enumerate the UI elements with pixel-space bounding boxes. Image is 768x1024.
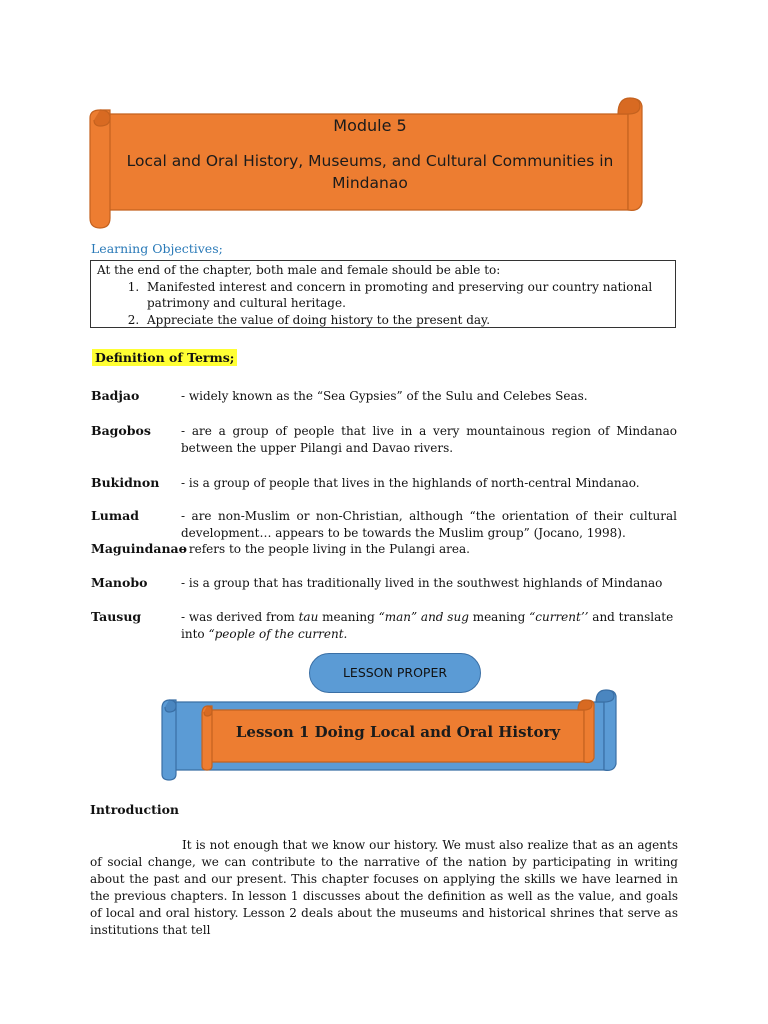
definition-of-terms-heading: Definition of Terms; — [92, 349, 237, 366]
term-badjao: Badjao — [91, 388, 140, 403]
objective-item: 2. Appreciate the value of doing history to the present day. — [143, 312, 669, 329]
definition-text: and translate into — [181, 610, 674, 641]
term-bagobos: Bagobos — [91, 423, 151, 438]
module-title: Local and Oral History, Museums, and Cultural Communities in Mindanao — [126, 152, 614, 192]
objectives-intro: At the end of the chapter, both male and female should be able to: — [97, 263, 501, 277]
definition-maguindanao: - refers to the people living in the Pulangi area. — [181, 542, 470, 556]
module-number: Module 5 — [333, 116, 407, 135]
definition-italic-text: “people of the current. — [208, 627, 348, 641]
definition-tausug — [181, 609, 677, 643]
introduction-heading: Introduction — [90, 802, 180, 817]
learning-objectives-heading: Learning Objectives; — [91, 241, 223, 256]
term-bukidnon: Bukidnon — [91, 475, 160, 490]
introduction-paragraph: It is not enough that we know our history. We must also realize that as an agents of social change, we can contribute to the narrative of the nation by participating in writing about the past and our present. This chapter focuses on applying the skills we have learned in the previous chapters. In lesson 1 discusses about the definition as well as the value, and goals of local and oral history. Lesson 2 deals about the museums and historical shrines that serve as institutions that tell — [90, 838, 678, 937]
definition-italic-text: “man” and sug — [378, 610, 469, 624]
objectives-box — [90, 260, 676, 328]
lesson-proper-label: LESSON PROPER — [309, 653, 481, 693]
definition-italic-text: tau — [298, 610, 319, 624]
lesson-title: Lesson 1 Doing Local and Oral History — [235, 723, 561, 741]
definition-lumad: - are non-Muslim or non-Christian, although “the orientation of their cultural development… appears to be towards the Muslim group” (Jocano, 1998). — [181, 509, 677, 540]
definition-bukidnon: - is a group of people that lives in the highlands of north-central Mindanao. — [181, 476, 640, 490]
definition-manobo: - is a group that has traditionally lived in the southwest highlands of Mindanao — [181, 576, 663, 590]
objectives-list — [97, 279, 669, 329]
definition-text: - was derived from — [181, 610, 299, 624]
definition-bagobos: - are a group of people that live in a very mountainous region of Mindanao between the upper Pilangi and Davao rivers. — [181, 424, 677, 455]
term-manobo: Manobo — [91, 575, 148, 590]
definition-text: meaning — [318, 610, 379, 624]
term-tausug: Tausug — [91, 609, 142, 624]
definition-badjao: - widely known as the “Sea Gypsies” of the Sulu and Celebes Seas. — [181, 389, 588, 403]
definition-italic-text: “current’’ — [529, 610, 589, 624]
term-maguindanao: Maguindanao — [91, 541, 187, 556]
term-lumad: Lumad — [91, 508, 139, 523]
objective-item: 1. Manifested interest and concern in promoting and preserving our country national patrimony and cultural heritage. — [143, 279, 669, 312]
definition-text: meaning — [468, 610, 530, 624]
